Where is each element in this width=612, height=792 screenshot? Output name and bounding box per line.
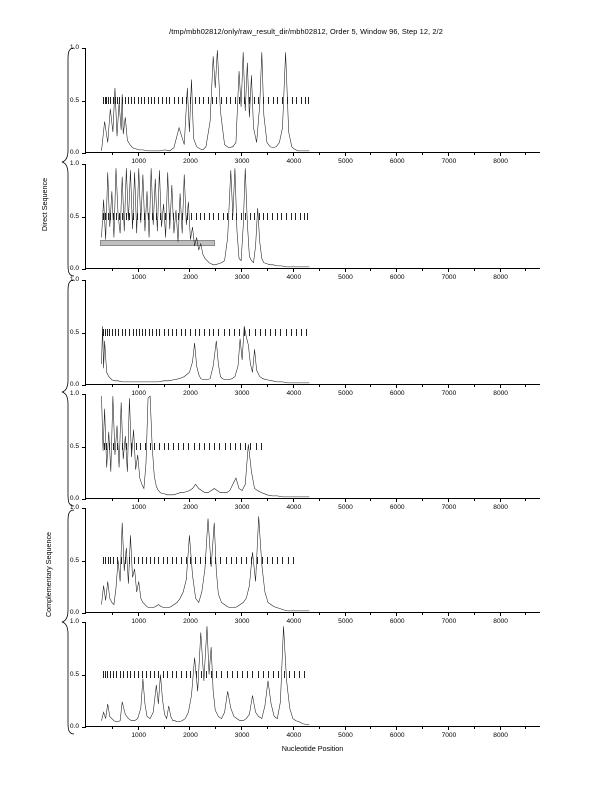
y-tick-label: 0.5 <box>69 556 79 564</box>
x-tick-label: 1000 <box>131 504 147 511</box>
x-tick-label: 5000 <box>338 158 353 165</box>
y-tick-label: 1.0 <box>69 160 79 167</box>
y-tick-label: 0.5 <box>69 328 79 336</box>
brace-direct <box>62 48 74 276</box>
y-tick-label: 0.0 <box>69 723 79 730</box>
x-tick-label: 5000 <box>338 504 353 511</box>
x-tick-label: 1000 <box>131 618 147 625</box>
y-tick-label: 1.0 <box>69 504 79 511</box>
x-tick-label: 2000 <box>183 274 198 281</box>
figure-title: /tmp/mbh02812/only/raw_result_dir/mbh02812, Order 5, Window 96, Step 12, 2/2 <box>169 27 443 36</box>
x-tick-label: 6000 <box>389 390 405 397</box>
x-tick-label: 5000 <box>338 732 353 739</box>
x-tick-label: 4000 <box>286 732 302 739</box>
y-tick-label: 1.0 <box>69 44 79 51</box>
y-tick-label: 0.5 <box>69 442 79 450</box>
y-axis-label-direct: Direct Sequence <box>40 177 50 232</box>
x-tick-label: 1000 <box>131 274 147 281</box>
x-tick-label: 7000 <box>441 274 457 281</box>
x-tick-label: 3000 <box>234 390 250 397</box>
x-tick-label: 3000 <box>234 618 250 625</box>
y-tick-label: 1.0 <box>69 390 79 397</box>
x-tick-label: 1000 <box>131 732 147 739</box>
x-tick-label: 6000 <box>389 618 405 625</box>
y-tick-label: 0.0 <box>69 265 79 272</box>
x-tick-label: 7000 <box>441 390 457 397</box>
y-tick-label: 1.0 <box>69 618 79 625</box>
y-tick-label: 1.0 <box>69 276 79 283</box>
x-axis-label: Nucleotide Position <box>281 744 344 753</box>
x-tick-label: 1000 <box>131 390 147 397</box>
x-tick-label: 5000 <box>338 618 353 625</box>
y-tick-label: 0.0 <box>69 609 79 616</box>
y-axis-label-complementary: Complementary Sequence <box>44 531 54 618</box>
x-tick-label: 8000 <box>493 618 508 625</box>
x-tick-label: 3000 <box>234 504 250 511</box>
x-tick-label: 5000 <box>338 274 353 281</box>
x-tick-label: 6000 <box>389 274 405 281</box>
x-tick-label: 8000 <box>493 274 508 281</box>
x-tick-label: 1000 <box>131 158 147 165</box>
x-tick-label: 3000 <box>234 274 250 281</box>
y-tick-label: 0.0 <box>69 149 79 156</box>
x-tick-label: 2000 <box>183 158 198 165</box>
x-tick-label: 6000 <box>389 732 405 739</box>
x-tick-label: 7000 <box>441 504 457 511</box>
x-tick-label: 8000 <box>493 390 508 397</box>
brace-complementary <box>62 510 74 734</box>
x-tick-label: 4000 <box>286 618 302 625</box>
x-tick-label: 3000 <box>234 158 250 165</box>
x-tick-label: 3000 <box>234 732 250 739</box>
x-tick-label: 5000 <box>338 390 353 397</box>
x-tick-label: 2000 <box>183 618 198 625</box>
x-tick-label: 2000 <box>183 732 198 739</box>
x-tick-label: 2000 <box>183 390 198 397</box>
y-tick-label: 0.5 <box>69 96 79 104</box>
x-tick-label: 4000 <box>286 274 302 281</box>
x-tick-label: 4000 <box>286 390 302 397</box>
x-tick-label: 8000 <box>493 732 508 739</box>
x-tick-label: 2000 <box>183 504 198 511</box>
y-tick-label: 0.5 <box>69 670 79 678</box>
x-tick-label: 6000 <box>389 158 405 165</box>
x-tick-label: 4000 <box>286 504 302 511</box>
y-tick-label: 0.5 <box>69 212 79 220</box>
x-tick-label: 8000 <box>493 158 508 165</box>
x-tick-label: 7000 <box>441 732 457 739</box>
x-tick-label: 8000 <box>493 504 508 511</box>
x-tick-label: 6000 <box>389 504 405 511</box>
y-tick-label: 0.0 <box>69 381 79 388</box>
x-tick-label: 7000 <box>441 158 457 165</box>
x-tick-label: 4000 <box>286 158 302 165</box>
brace-direct-2 <box>62 280 74 506</box>
y-tick-label: 0.0 <box>69 495 79 502</box>
x-tick-label: 7000 <box>441 618 457 625</box>
